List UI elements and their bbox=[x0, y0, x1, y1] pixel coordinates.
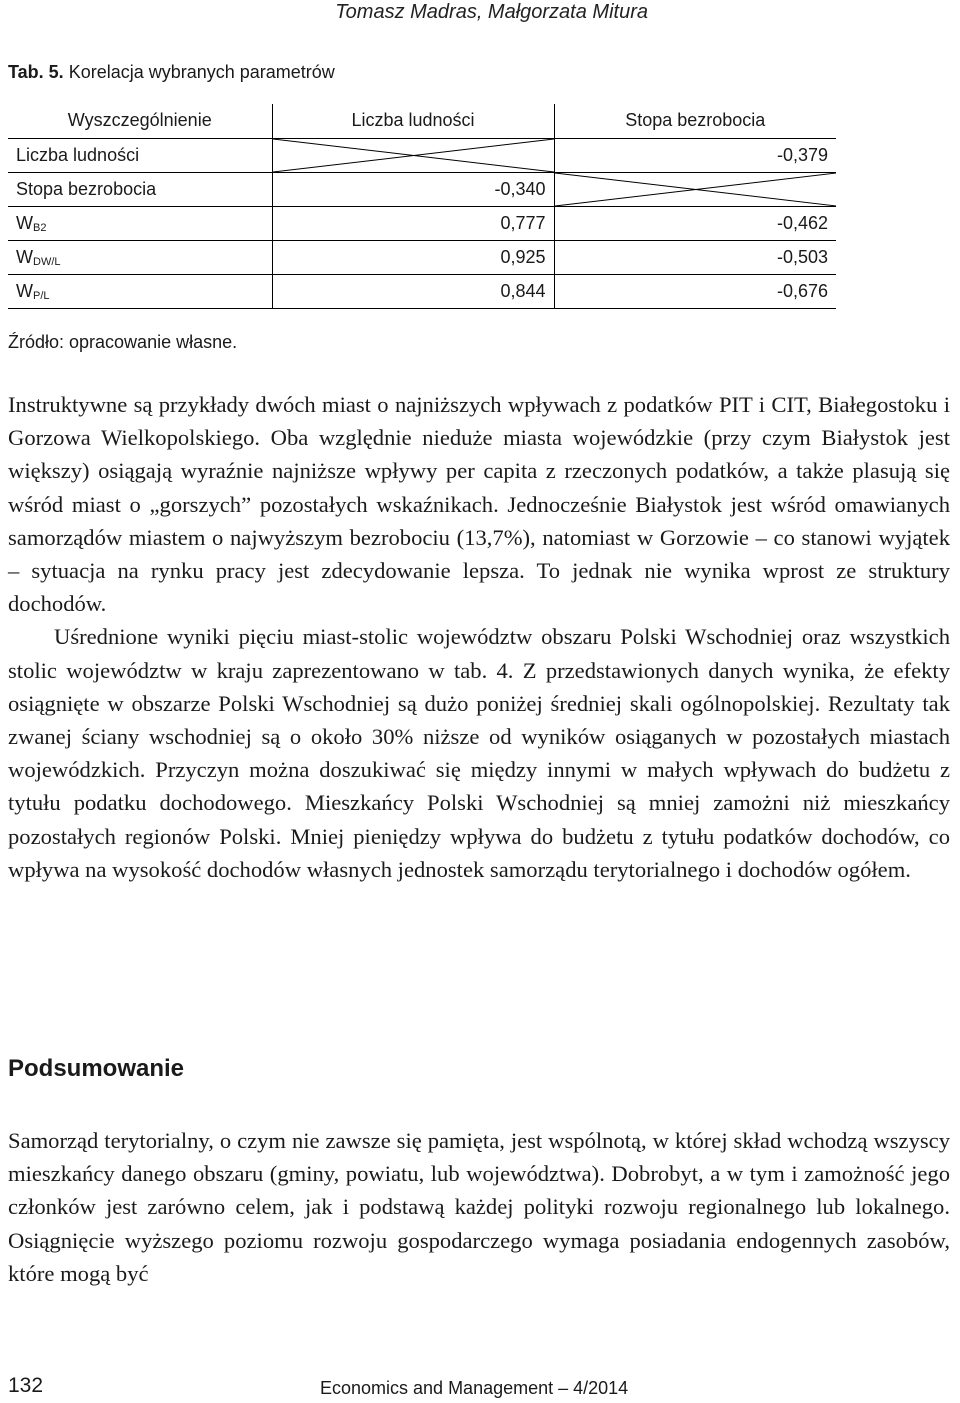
cell-value: -0,503 bbox=[554, 240, 836, 274]
cross-out-icon bbox=[555, 173, 837, 206]
body-section-summary bbox=[8, 1124, 950, 1290]
cell-value: -0,676 bbox=[554, 274, 836, 308]
table-header-row bbox=[8, 104, 836, 138]
cell-value: 0,777 bbox=[272, 206, 554, 240]
row-label-subscript: P/L bbox=[33, 289, 50, 302]
table-row bbox=[8, 138, 836, 172]
cell-value: 0,925 bbox=[272, 240, 554, 274]
table-row bbox=[8, 274, 836, 308]
section-heading: Podsumowanie bbox=[8, 1055, 185, 1082]
body-section-analysis bbox=[8, 388, 950, 886]
journal-issue: Economics and Management – 4/2014 bbox=[320, 1378, 629, 1398]
cell-value: -0,340 bbox=[272, 172, 554, 206]
row-label-subscript: DW/L bbox=[33, 255, 61, 268]
table-source-note: Źródło: opracowanie własne. bbox=[8, 332, 238, 352]
page-number: 132 bbox=[8, 1374, 44, 1397]
paragraph-1: Instruktywne są przykłady dwóch miast o najniższych wpływach z podatków PIT i CIT, Białegostoku i Gorzowa Wielkopolskiego. Oba względnie nieduże miasta wojewódzkie (przy czym Białystok jest większy) osiągają wyraźnie najniższe wpływy per capita z rzeczonych podatków, a także plasują się wśród miast o „gorszych” pozostałych wskaźnikach. Jednocześnie Białystok jest wśród omawianych samorządów miastem o najwyższym bezrobociu (13,7%), natomiast w Gorzowie – co stanowi wyjątek – sytuacja na rynku pracy jest zdecydowanie lepsza. To jednak nie wynika wprost ze struktury dochodów. bbox=[8, 392, 950, 617]
column-header-stopa-bezrobocia: Stopa bezrobocia bbox=[554, 104, 836, 138]
row-label: Liczba ludności bbox=[8, 138, 272, 172]
column-header-wyszczegolnienie: Wyszczególnienie bbox=[8, 104, 272, 138]
table-row bbox=[8, 206, 836, 240]
row-label-main: W bbox=[16, 280, 33, 301]
diagonal-cross-cell bbox=[272, 138, 554, 172]
row-label bbox=[8, 274, 272, 308]
cell-value: -0,462 bbox=[554, 206, 836, 240]
table-caption bbox=[8, 60, 335, 84]
row-label-main: W bbox=[16, 246, 33, 267]
cell-value: 0,844 bbox=[272, 274, 554, 308]
row-label bbox=[8, 206, 272, 240]
table-caption-text: Korelacja wybranych parametrów bbox=[63, 62, 335, 82]
diagonal-cross-cell bbox=[554, 172, 836, 206]
row-label bbox=[8, 240, 272, 274]
correlation-table bbox=[8, 104, 836, 309]
row-label: Stopa bezrobocia bbox=[8, 172, 272, 206]
paragraph-3: Samorząd terytorialny, o czym nie zawsze się pamięta, jest wspólnotą, w której skład wchodzą wszyscy mieszkańcy danego obszaru (gminy, powiatu, lub województwa). Dobrobyt, a w tym i zamożność jego członków jest zarówno celem, jak i podstawą każdej polityki rozwoju regionalnego lub lokalnego. Osiągnięcie wyższego poziomu rozwoju gospodarczego wymaga posiadania endogennych zasobów, które mogą być bbox=[8, 1128, 950, 1286]
running-header-authors: Tomasz Madras, Małgorzata Mitura bbox=[335, 1, 648, 23]
table-caption-label: Tab. 5. bbox=[8, 62, 64, 82]
paragraph-2: Uśrednione wyniki pięciu miast-stolic województw obszaru Polski Wschodniej oraz wszystkich stolic województw w kraju zaprezentowano w tab. 4. Z przedstawionych danych wynika, że efekty osiągnięte w obszarze Polski Wschodniej są dużo poniżej średniej skali ogólnopolskiej. Rezultaty tak zwanej ściany wschodniej są o około 30% niższe od wyników osiąganych w pozostałych miastach wojewódzkich. Przyczyn można doszukiwać się między innymi w małych wpływach do budżetu z tytułu podatku dochodowego. Mieszkańcy Polski Wschodniej są mniej zamożni niż mieszkańcy pozostałych regionów Polski. Mniej pieniędzy wpływa do budżetu z tytułu podatków dochodów, co wpływa na wysokość dochodów własnych jednostek samorządu terytorialnego i dochodów ogółem. bbox=[8, 624, 950, 882]
table-row bbox=[8, 240, 836, 274]
cell-value: -0,379 bbox=[554, 138, 836, 172]
cross-out-icon bbox=[273, 139, 554, 172]
table-row bbox=[8, 172, 836, 206]
row-label-main: W bbox=[16, 212, 33, 233]
column-header-liczba-ludnosci: Liczba ludności bbox=[272, 104, 554, 138]
row-label-subscript: B2 bbox=[33, 221, 47, 234]
